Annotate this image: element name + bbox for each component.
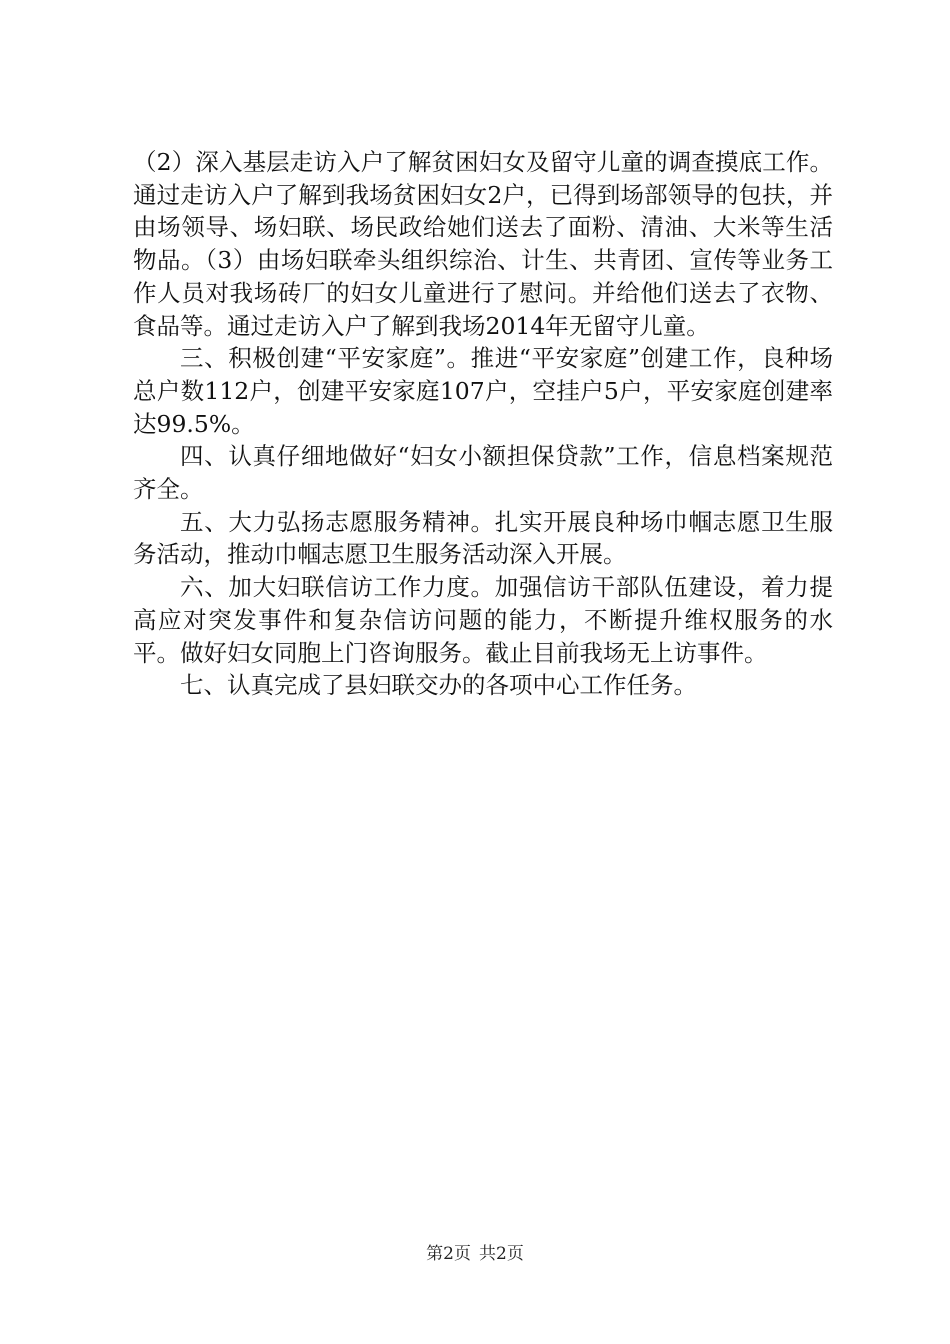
page-footer <box>0 1243 950 1265</box>
paragraph-microloan: 四、认真仔细地做好“妇女小额担保贷款”工作，信息档案规范齐全。 <box>133 442 833 504</box>
paragraph-safe-family: 三、积极创建“平安家庭”。推进“平安家庭”创建工作，良种场总户数112户，创建平安家庭107户，空挂户5户，平安家庭创建率达99.5%。 <box>133 344 833 438</box>
document-body <box>133 146 833 702</box>
page-number: 第2页 <box>426 1244 471 1264</box>
paragraph-volunteer: 五、大力弘扬志愿服务精神。扎实开展良种场巾帼志愿卫生服务活动，推动巾帼志愿卫生服务活动深入开展。 <box>133 507 833 569</box>
paragraph-survey: （2）深入基层走访入户了解贫困妇女及留守儿童的调查摸底工作。通过走访入户了解到我场贫困妇女2户，已得到场部领导的包扶，并由场领导、场妇联、场民政给她们送去了面粉、清油、大米等生活物品。（3）由场妇联牵头组织综治、计生、共青团、宣传等业务工作人员对我场砖厂的妇女儿童进行了慰问。并给他们送去了衣物、食品等。通过走访入户了解到我场2014年无留守儿童。 <box>133 148 833 340</box>
paragraph-petition: 六、加大妇联信访工作力度。加强信访干部队伍建设，着力提高应对突发事件和复杂信访问题的能力，不断提升维权服务的水平。做好妇女同胞上门咨询服务。截止目前我场无上访事件。 <box>133 573 833 667</box>
paragraph-tasks: 七、认真完成了县妇联交办的各项中心工作任务。 <box>180 671 697 700</box>
page-total: 共2页 <box>479 1244 524 1264</box>
